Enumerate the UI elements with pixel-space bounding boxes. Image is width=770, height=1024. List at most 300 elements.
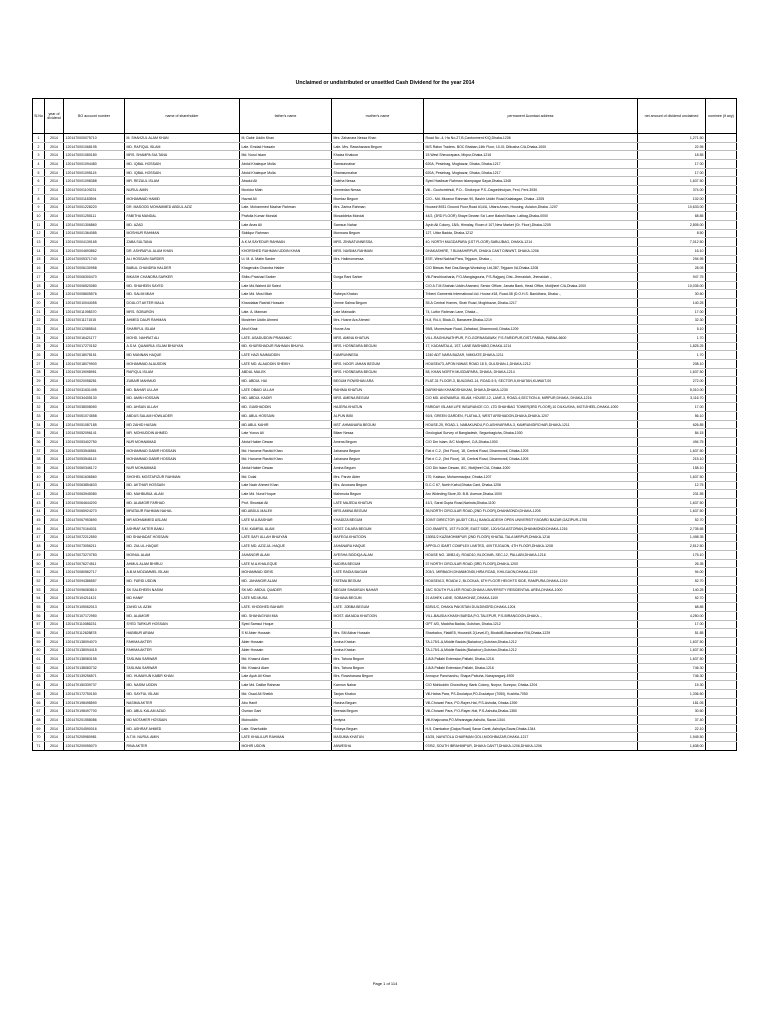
cell-father: Late Yunus Ali — [240, 429, 332, 438]
cell-bo-account: 1201470073056211 — [64, 542, 125, 551]
cell-address: 57/E, West Nakhal Para, Tejgaon, Dhaka -, — [424, 255, 638, 264]
cell-year: 2014 — [45, 134, 64, 143]
cell-nominee — [706, 472, 737, 481]
cell-nominee — [706, 464, 737, 473]
cell-shareholder: MD. HUMAYUN KABIR KHAN — [125, 672, 240, 681]
cell-mother: MRS.AMINA BEGUM — [332, 507, 424, 516]
cell-bo-account: 1201470020058281 — [64, 377, 125, 386]
header-mother: mother's name — [332, 99, 424, 134]
cell-father: Abu Hanif — [240, 698, 332, 707]
cell-mother: Beeraia Begum — [332, 707, 424, 716]
header-father: father's name — [240, 99, 332, 134]
cell-nominee — [706, 281, 737, 290]
cell-nominee — [706, 194, 737, 203]
cell-sl-no: 11 — [33, 220, 45, 229]
cell-father: Akter Hossain — [240, 646, 332, 655]
cell-shareholder: SHARIFUL ISLAM — [125, 325, 240, 334]
cell-shareholder: ZABA SULTANA — [125, 238, 240, 247]
cell-nominee — [706, 316, 737, 325]
cell-address: FLAT-31 FLOOR-3, BUILDING-14, ROAD-5 5, SECTOR-5,KHAITAN,KUWAIT-00 — [424, 377, 638, 386]
cell-year: 2014 — [45, 238, 64, 247]
cell-year: 2014 — [45, 151, 64, 160]
header-shareholder: name of shareholder — [125, 99, 240, 134]
table-row — [33, 672, 737, 681]
cell-amount: 294.95 — [638, 255, 706, 264]
cell-year: 2014 — [45, 472, 64, 481]
cell-year: 2014 — [45, 629, 64, 638]
cell-father: Late Md. Mosi Miah — [240, 290, 332, 299]
table-row — [33, 429, 737, 438]
cell-amount: 17.00 — [638, 620, 706, 629]
table-row — [33, 585, 737, 594]
cell-amount: 32.30 — [638, 316, 706, 325]
cell-nominee — [706, 368, 737, 377]
cell-sl-no: 6 — [33, 177, 45, 186]
cell-year: 2014 — [45, 707, 64, 716]
cell-bo-account: 1201470072212550 — [64, 533, 125, 542]
cell-sl-no: 55 — [33, 603, 45, 612]
cell-nominee — [706, 585, 737, 594]
cell-bo-account: 1201470031631495 — [64, 385, 125, 394]
cell-mother: Umme Salma Begum — [332, 299, 424, 308]
cell-amount: 2,512.50 — [638, 542, 706, 551]
cell-sl-no: 15 — [33, 255, 45, 264]
cell-amount: 17.00 — [638, 307, 706, 316]
table-row — [33, 446, 737, 455]
cell-address: 21 ASHEK LANE, SOBAHGHAT,,DHAKA-1100 — [424, 594, 638, 603]
cell-address: Flat # C-2, (3rd Floor), 18, Central Road, Dhanmondi, Dhaka-1205 — [424, 446, 638, 455]
cell-father: Hazrat Ali — [240, 194, 332, 203]
cell-mother: KAMRUNNESA — [332, 351, 424, 360]
cell-sl-no: 59 — [33, 637, 45, 646]
cell-year: 2014 — [45, 438, 64, 447]
cell-nominee — [706, 212, 737, 221]
cell-sl-no: 51 — [33, 568, 45, 577]
cell-bo-account: 1201470070164031 — [64, 524, 125, 533]
cell-mother: Rabeya Khatun — [332, 290, 424, 299]
cell-bo-account: 1201470005371740 — [64, 255, 125, 264]
cell-mother: Samsunnahar — [332, 160, 424, 169]
cell-year: 2014 — [45, 742, 64, 751]
cell-father: Mozidur Miah — [240, 186, 332, 195]
table-row — [33, 359, 737, 368]
cell-address: H-5, Damkabor (Daipa Road) Savar Cantt, Ashuliya,Savar,Dhaka-1344 — [424, 724, 638, 733]
cell-shareholder: ALI HOSSAIN SARDER — [125, 255, 240, 264]
cell-sl-no: 18 — [33, 281, 45, 290]
cell-father: Md. Hanume Rashid Khan — [240, 446, 332, 455]
cell-shareholder: MD HANIF — [125, 594, 240, 603]
cell-sl-no: 67 — [33, 707, 45, 716]
cell-mother: ANWESHA — [332, 742, 424, 751]
cell-sl-no: 69 — [33, 724, 45, 733]
cell-sl-no: 54 — [33, 594, 45, 603]
cell-amount: 17.00 — [638, 403, 706, 412]
cell-amount: 10,633.00 — [638, 203, 706, 212]
cell-father: Prafulla Kumar Mondal — [240, 212, 332, 221]
cell-address: House# 8931 Ground Floor,Road #14/A, Uttara Aman, Housing, Aviaton,Dhaka -1207 — [424, 203, 638, 212]
cell-address: M/S Raton Traders. BOC Bhaban,14th Floor, 10-01 Dilkusha C/A,Dhaka-1000 — [424, 142, 638, 151]
cell-mother: Mosaddeka Mondal — [332, 212, 424, 221]
cell-nominee — [706, 142, 737, 151]
cell-mother: Late Mainadin — [332, 307, 424, 316]
cell-bo-account: 1201470001183594 — [64, 194, 125, 203]
cell-year: 2014 — [45, 507, 64, 516]
cell-father: Late Nazir Ahmed Khan — [240, 481, 332, 490]
cell-address: 18/C SOUTH FULLER ROAD,DHAKA UNIVERSITY RESIDENTIAL AREA,DHAKA-1000 — [424, 585, 638, 594]
cell-bo-account: 1201470138094070 — [64, 637, 125, 646]
cell-father: Abdul Hakim Dewan — [240, 438, 332, 447]
cell-amount: 5,010.00 — [638, 385, 706, 394]
cell-shareholder: MD. AKTHAR HOSSAIN — [125, 481, 240, 490]
cell-bo-account: 1201470064644200 — [64, 498, 125, 507]
table-row — [33, 620, 737, 629]
cell-shareholder: FAHIMA AKTER — [125, 646, 240, 655]
cell-bo-account: 1201470138083732 — [64, 663, 125, 672]
table-row — [33, 490, 737, 499]
cell-address: 1240 ADT NARA BAZAR, NIMGATE,DHAKA-1211 — [424, 351, 638, 360]
cell-sl-no: 34 — [33, 420, 45, 429]
cell-sl-no: 12 — [33, 229, 45, 238]
table-row — [33, 724, 737, 733]
cell-sl-no: 70 — [33, 733, 45, 742]
cell-mother: MOST. AMJADA KHATOON — [332, 611, 424, 620]
cell-address: 620A, Pesinbag, Mogbazar, Dhaka, Dhaka-1217 — [424, 160, 638, 169]
cell-father: MD. SHAHAGYAN MIA — [240, 611, 332, 620]
cell-mother: MASUMA KHATUN — [332, 733, 424, 742]
table-row — [33, 264, 737, 273]
cell-year: 2014 — [45, 385, 64, 394]
cell-year: 2014 — [45, 655, 64, 664]
cell-amount: 1,637.50 — [638, 498, 706, 507]
table-row — [33, 177, 737, 186]
table-row — [33, 455, 737, 464]
cell-amount: 37.40 — [638, 716, 706, 725]
cell-sl-no: 61 — [33, 655, 45, 664]
cell-bo-account: 1201470201558086 — [64, 716, 125, 725]
cell-year: 2014 — [45, 663, 64, 672]
cell-mother: Jahanara Begum — [332, 455, 424, 464]
table-row — [33, 229, 737, 238]
cell-address: J-8/A Pallabi Extension,Pallabi, Dhaka-1216 — [424, 663, 638, 672]
cell-sl-no: 1 — [33, 134, 45, 143]
cell-father: Md. Dulal — [240, 472, 332, 481]
cell-bo-account: 1201470110086231 — [64, 620, 125, 629]
cell-year: 2014 — [45, 368, 64, 377]
table-row — [33, 577, 737, 586]
cell-father: Md. Osad Ali Sheikh — [240, 690, 332, 699]
cell-nominee — [706, 307, 737, 316]
cell-bo-account: 1201470096083810 — [64, 585, 125, 594]
cell-bo-account: 1201470001228220 — [64, 203, 125, 212]
cell-amount: 18.55 — [638, 151, 706, 160]
table-row — [33, 611, 737, 620]
cell-amount: 1,945.50 — [638, 733, 706, 742]
cell-amount: 2,805.00 — [638, 220, 706, 229]
cell-amount: 272.00 — [638, 377, 706, 386]
cell-father: Md. Hanume Rashid Khan — [240, 455, 332, 464]
cell-year: 2014 — [45, 220, 64, 229]
cell-father: Moinuddin — [240, 716, 332, 725]
cell-bo-account: 1201470105062013 — [64, 603, 125, 612]
cell-sl-no: 63 — [33, 672, 45, 681]
cell-father: MD. ABDUL HAI — [240, 377, 332, 386]
cell-mother: MRS. NOOR JAHAN BEGUM — [332, 359, 424, 368]
cell-father: S M Akter Hossain — [240, 629, 332, 638]
cell-amount: 231.55 — [638, 490, 706, 499]
cell-sl-no: 3 — [33, 151, 45, 160]
cell-year: 2014 — [45, 542, 64, 551]
cell-nominee — [706, 646, 737, 655]
cell-nominee — [706, 273, 737, 282]
cell-father: Lt. M. A. Matin Sarder — [240, 255, 332, 264]
cell-mother: ALPUN BIBI — [332, 412, 424, 421]
cell-shareholder: BIKASH CHANDRA SARKER — [125, 273, 240, 282]
table-row — [33, 168, 737, 177]
cell-sl-no: 14 — [33, 246, 45, 255]
cell-amount: 30.60 — [638, 707, 706, 716]
cell-father: LATE SAFI ULLAH BHUIYAN — [240, 533, 332, 542]
cell-address: C/O.- Md. Mizanur Rahman 90, Bashir Uddin Road,Kalabagan, Dhaka -1205 — [424, 194, 638, 203]
cell-bo-account: 1201470053402750 — [64, 438, 125, 447]
table-row — [33, 663, 737, 672]
table-row — [33, 733, 737, 742]
table-row — [33, 255, 737, 264]
cell-father: Md. Khasrul Alam — [240, 663, 332, 672]
cell-father: LATE MD. AZIZ-UL-HAQUE — [240, 542, 332, 551]
cell-address: DARIKHAN KHANDSHUKAM, DHAKA,DHAKA-1230 — [424, 385, 638, 394]
cell-mother — [332, 264, 424, 273]
cell-amount: 181.05 — [638, 698, 706, 707]
cell-year: 2014 — [45, 498, 64, 507]
cell-sl-no: 41 — [33, 481, 45, 490]
cell-nominee — [706, 455, 737, 464]
cell-shareholder: MR.MOHAMMED ASLAM — [125, 516, 240, 525]
cell-father: Md. Nurul Islam — [240, 151, 332, 160]
cell-amount: 1,637.50 — [638, 655, 706, 664]
cell-amount: 22.10 — [638, 724, 706, 733]
cell-shareholder: A.T.M. NURUL AMIN — [125, 733, 240, 742]
cell-shareholder: MD. BAHAR ULLAH — [125, 385, 240, 394]
cell-amount: 1,638.00 — [638, 742, 706, 751]
cell-address: Vill-Panchkosharia, P.O-Manglagouria, P.S-Rajganj, Dist.-Jhenaidah, Jhenaidah -, — [424, 273, 638, 282]
cell-nominee — [706, 568, 737, 577]
cell-address: JOINT DIRECTOR (AUDIT CELL) BANGLADESH OPEN UNIVERSITY,BOARD BAZAR,GAZIPUR-1705 — [424, 516, 638, 525]
cell-address: HOUSE#13, ROAD# 2, BLOCK#A, 6TH FLOOR HEIGHTS SIDE, RAMPURA,DHAKA-1219 — [424, 577, 638, 586]
table-row — [33, 385, 737, 394]
cell-year: 2014 — [45, 594, 64, 603]
cell-sl-no: 28 — [33, 368, 45, 377]
table-row — [33, 438, 737, 447]
cell-year: 2014 — [45, 733, 64, 742]
cell-year: 2014 — [45, 307, 64, 316]
cell-year: 2014 — [45, 160, 64, 169]
cell-year: 2014 — [45, 690, 64, 699]
table-row — [33, 472, 737, 481]
cell-mother: Mrs. Parvin Akter — [332, 472, 424, 481]
cell-bo-account: 1201470010044055 — [64, 299, 125, 308]
cell-shareholder: MRS. SHAMPA SULTANA — [125, 151, 240, 160]
table-row — [33, 412, 737, 421]
cell-sl-no: 26 — [33, 351, 45, 360]
cell-mother: Shamsunnahar — [332, 168, 424, 177]
cell-shareholder: NUR MOHAMMAD — [125, 438, 240, 447]
cell-mother: Saleha Nessa — [332, 177, 424, 186]
cell-bo-account: 1201470011171515 — [64, 316, 125, 325]
cell-amount: 2,735.65 — [638, 524, 706, 533]
cell-mother: NADIRA BEGUM — [332, 559, 424, 568]
cell-sl-no: 10 — [33, 212, 45, 221]
cell-nominee — [706, 733, 737, 742]
table-row — [33, 194, 737, 203]
cell-address: Geological Survey of Bangladesh, Segunbagicha, Dhaka-1000 — [424, 429, 638, 438]
cell-mother: JAHANARA HAQUE — [332, 542, 424, 551]
cell-mother: FATEMA BEGUM — [332, 577, 424, 586]
cell-bo-account: 1201470053546561 — [64, 446, 125, 455]
cell-year: 2014 — [45, 394, 64, 403]
table-row — [33, 559, 737, 568]
cell-bo-account: 1201470001080180 — [64, 151, 125, 160]
cell-shareholder: NASIMA AKTER — [125, 698, 240, 707]
cell-shareholder: MD SHAHADAT HOSSAIN — [125, 533, 240, 542]
cell-nominee — [706, 724, 737, 733]
cell-sl-no: 32 — [33, 403, 45, 412]
cell-shareholder: A.S.M. QUAMRUL ISLAM BHUIYAN — [125, 342, 240, 351]
cell-address: 41/1, Sarat Gupta Road,Narinda,Dhaka-1100 — [424, 498, 638, 507]
cell-nominee — [706, 160, 737, 169]
cell-father: KHORSHED RAHMAN UDDIN KHAN — [240, 246, 332, 255]
cell-nominee — [706, 359, 737, 368]
cell-shareholder: MOHAMMAD HAMID — [125, 194, 240, 203]
cell-bo-account: 1201470018078151 — [64, 351, 125, 360]
cell-sl-no: 25 — [33, 342, 45, 351]
cell-nominee — [706, 134, 737, 143]
cell-address: 82/B/1/C, DHAKA PAKISTAN DUILDINGRD,DHAKA-1204 — [424, 603, 638, 612]
cell-amount: 1,637.50 — [638, 177, 706, 186]
cell-mother: Husne Ara — [332, 325, 424, 334]
cell-amount: 1,637.50 — [638, 507, 706, 516]
cell-sl-no: 49 — [33, 551, 45, 560]
cell-nominee — [706, 342, 737, 351]
cell-father: Late Anas Ali — [240, 220, 332, 229]
cell-year: 2014 — [45, 186, 64, 195]
cell-nominee — [706, 290, 737, 299]
cell-nominee — [706, 264, 737, 273]
cell-father: LATE KHALILUR RAHMAN — [240, 733, 332, 742]
table-row — [33, 594, 737, 603]
cell-address: C/O.SMARTS, 1ST FLOOR, EAST SIDE, 120/1/GA ASTORAN,DHANMONDI,DHAKA-1216 — [424, 524, 638, 533]
cell-address: Flat # C-2, (3rd Floor), 18, Central Road, Dhanmondi, Dhaka-1205 — [424, 455, 638, 464]
cell-sl-no: 33 — [33, 412, 45, 421]
cell-father: Khandakar Rashid Hossain — [240, 299, 332, 308]
cell-bo-account: 1201470104211421 — [64, 594, 125, 603]
cell-amount: 1.70 — [638, 351, 706, 360]
cell-address: APPOLO IDART COMPLEX LIMITED, 409 TEJGAON, 4TH FLOOR,DHAKA-1208 — [424, 542, 638, 551]
cell-bo-account: 1201470001094480 — [64, 160, 125, 169]
cell-address: FARIDAY ISLAMI LIFE INSURANCE CO. LTD SHAHBAG TOWER(3RD FLOOR),10 DILKUSHA, MOTIJHEEL,DHAKA-1000 — [424, 403, 638, 412]
cell-address: C/O Dm Islam, 8/C Motijheel, C/A,Dhaka-1000 — [424, 438, 638, 447]
cell-amount: 215.10 — [638, 455, 706, 464]
cell-sl-no: 38 — [33, 455, 45, 464]
cell-mother: Mrs. Zahanara Nessa Khan — [332, 134, 424, 143]
cell-shareholder: MRS. SOBURON — [125, 307, 240, 316]
cell-bo-account: 1201470080562717 — [64, 568, 125, 577]
cell-year: 2014 — [45, 273, 64, 282]
cell-address: Vill.- Gouhombhuli, P.O.- Sindurpur P.S.-Dagonbhuiyan, Feni, Feni-3930 — [424, 186, 638, 195]
cell-amount: 84.15 — [638, 429, 706, 438]
cell-father: JAHANGIR ALAM — [240, 551, 332, 560]
cell-amount: 1,271.50 — [638, 134, 706, 143]
table-row — [33, 351, 737, 360]
cell-bo-account: 1201470073270783 — [64, 551, 125, 560]
cell-address: C/O Din Islam Dewan, 8/C, Motijheel C/A, Dhaka-1000 — [424, 464, 638, 473]
cell-shareholder: AHMUL ALAM BHIRUJ — [125, 559, 240, 568]
cell-year: 2014 — [45, 672, 64, 681]
cell-shareholder: FAHIMA AKTER — [125, 637, 240, 646]
cell-father: Late Md.Wahed Ali Saied — [240, 281, 332, 290]
cell-year: 2014 — [45, 577, 64, 586]
table-row — [33, 186, 737, 195]
header-sl-no: Sl.No — [33, 99, 45, 134]
cell-nominee — [706, 690, 737, 699]
cell-father: Abdul Khaleque Molla — [240, 168, 332, 177]
cell-sl-no: 13 — [33, 238, 45, 247]
cell-nominee — [706, 559, 737, 568]
cell-amount: 947.75 — [638, 273, 706, 282]
table-row — [33, 212, 737, 221]
cell-shareholder: ZUBAIR MAHMUD — [125, 377, 240, 386]
cell-shareholder: MD. ASHRAF AHMED — [125, 724, 240, 733]
cell-sl-no: 64 — [33, 681, 45, 690]
cell-bo-account: 1201470034405130 — [64, 394, 125, 403]
cell-shareholder: FABITHA MANDAL — [125, 212, 240, 221]
cell-amount: 1,498.35 — [638, 533, 706, 542]
cell-mother: Mrs. Halimonnessa — [332, 255, 424, 264]
cell-year: 2014 — [45, 490, 64, 499]
cell-amount: 1,637.50 — [638, 646, 706, 655]
cell-mother: MRS. HOSNEARA BEGUM — [332, 342, 424, 351]
cell-father: Syed Samsul Hoque — [240, 620, 332, 629]
table-row — [33, 342, 737, 351]
cell-bo-account: 1201470060346172 — [64, 464, 125, 473]
cell-shareholder: M. SHAHZUL ALAM KHAN — [125, 134, 240, 143]
cell-year: 2014 — [45, 290, 64, 299]
table-row — [33, 681, 737, 690]
cell-mother: Amena Begum — [332, 438, 424, 447]
cell-mother: MRS. AMINA KHATUN — [332, 333, 424, 342]
cell-address: 43/25, NAYATOLA CHAIRMAN GOLI,MOGHBAZAR,DHAKA-1217 — [424, 733, 638, 742]
cell-shareholder: MD MOTAHER HOSSAIN — [125, 716, 240, 725]
cell-father: A.K.M.SAYEDUR RAHMAN — [240, 238, 332, 247]
cell-address: 203/1, MIRBAGH,DHANMONDI,HIRA ROAD, KHILGAON,DHAKA-1219 — [424, 568, 638, 577]
cell-shareholder: MOHAMMAD DABIR HOSSAIN — [125, 455, 240, 464]
cell-sl-no: 37 — [33, 446, 45, 455]
cell-amount: 51.85 — [638, 629, 706, 638]
cell-nominee — [706, 698, 737, 707]
cell-nominee — [706, 203, 737, 212]
cell-amount: 16.10 — [638, 246, 706, 255]
cell-father: SK.MD. ABDUL QUADER — [240, 585, 332, 594]
cell-address: Vill-Chowari Para, PO-Rayer-Hat, P.S-Ashulia, Dhaka-1390 — [424, 698, 638, 707]
cell-amount: 208.10 — [638, 359, 706, 368]
cell-mother: HAJERA KHATUN — [332, 403, 424, 412]
cell-bo-account: 1201470008605576 — [64, 290, 125, 299]
cell-address: 44/2, (3RD FLOOR) Shaye Dewan Sa' Lane Bakshi Bazar, Lalbag,Dhaka-0000 — [424, 212, 638, 221]
cell-shareholder: HABIBUR ARIAM — [125, 629, 240, 638]
cell-father: MOHAMMAD IDRIS — [240, 568, 332, 577]
cell-mother: MRS. AMENA BEGUM — [332, 394, 424, 403]
cell-father: Late. A. Mannan — [240, 307, 332, 316]
cell-shareholder: SK SALEHEEN NASIM — [125, 585, 240, 594]
